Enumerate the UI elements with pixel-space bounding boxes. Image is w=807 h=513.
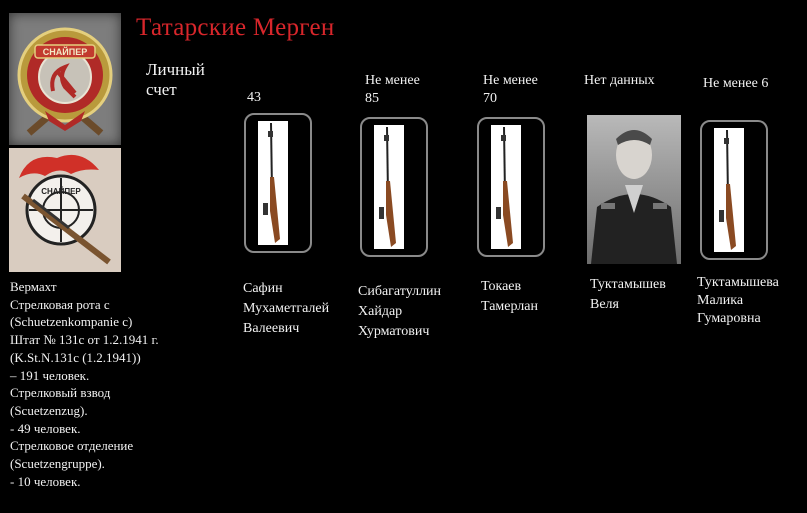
sniper-emblem-image — [9, 148, 121, 272]
sniper-score-5: Не менее 6 — [703, 76, 769, 91]
rifle-card — [374, 125, 404, 249]
rifle-image-3 — [477, 117, 545, 257]
sniper-name-1: Сафин Мухаметгалей Валеевич — [243, 281, 330, 336]
badge-center-disc — [39, 51, 91, 103]
portrait-graphic — [587, 115, 681, 264]
wehrmacht-info-text: Вермахт Стрелковая рота с (Schuetzenkompanie c) Штат № 131с от 1.2.1941 г. (K.St.N.131c (1.2.1941)) – 191 человек. Стрелковый взвод (Scuetzenzug). - 49 человек. Стрелковое отделение (Scuetzengruppe). - 10 человек. — [10, 279, 159, 489]
score-label: Личный счет — [146, 60, 205, 99]
portrait-photo — [587, 115, 681, 264]
rifle-image-5 — [700, 120, 768, 260]
page-title: Татарские Мерген — [136, 14, 335, 41]
sniper-name-3: Токаев Тамерлан — [481, 279, 538, 314]
sniper-badge-graphic — [9, 13, 121, 145]
sniper-name-4: Туктамышев Веля — [590, 277, 666, 312]
sniper-score-2: Не менее 85 — [365, 73, 420, 106]
sniper-emblem-graphic — [9, 148, 121, 272]
sniper-score-1: 43 — [247, 90, 261, 105]
sniper-name-5: Туктамышева Малика Гумаровна — [697, 275, 779, 326]
rifle-icon — [491, 125, 521, 249]
rifle-card — [258, 121, 288, 245]
sniper-score-3: Не менее 70 — [483, 73, 538, 106]
rifle-image-2 — [360, 117, 428, 257]
rifle-card — [714, 128, 744, 252]
rifle-icon — [258, 121, 288, 245]
emblem-flame — [19, 155, 99, 178]
sniper-score-4: Нет данных — [584, 73, 655, 88]
sniper-badge-image — [9, 13, 121, 145]
rifle-icon — [714, 128, 744, 252]
rifle-image-1 — [244, 113, 312, 253]
rifle-card — [491, 125, 521, 249]
emblem-text: СНАЙПЕР — [41, 187, 81, 196]
badge-banner-text: СНАЙПЕР — [42, 47, 88, 57]
sniper-name-2: Сибагатуллин Хайдар Хурматович — [358, 284, 442, 339]
rifle-icon — [374, 125, 404, 249]
